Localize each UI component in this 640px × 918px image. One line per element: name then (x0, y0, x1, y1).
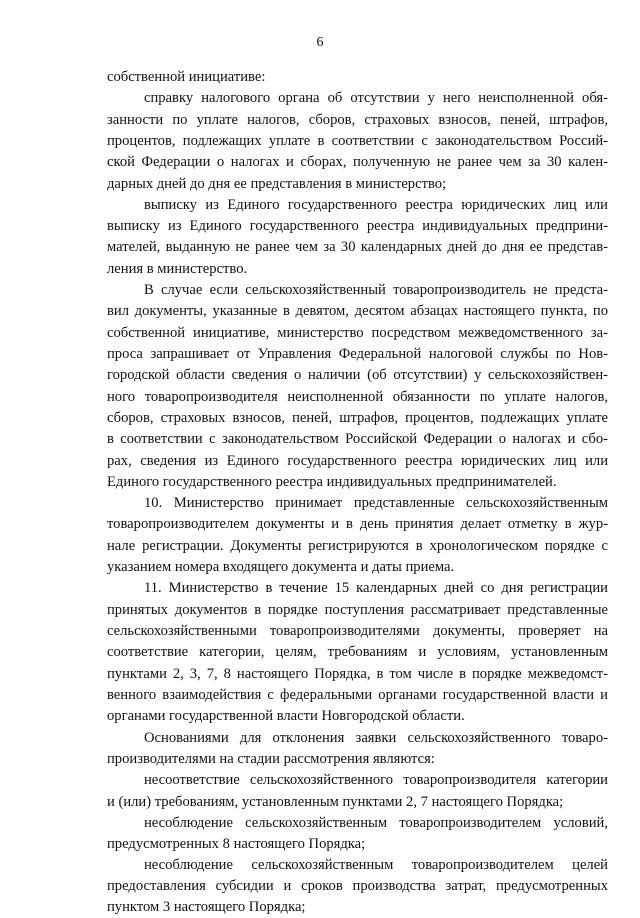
text-line: соответствие категории, целям, требованиям и условиям, установленным (107, 644, 608, 660)
text-line: пунктами 2, 3, 7, 8 настоящего Порядка, в том числе в порядке межведомст- (107, 666, 608, 682)
text-line: городской области сведения о наличии (об отсутствии) у сельскохозяйствен- (107, 367, 608, 383)
text-line: ской Федерации о налогах и сборах, полученную не ранее чем за 30 кален- (107, 154, 608, 170)
text-line: выписку из Единого государственного реестра индивидуальных предприни- (107, 218, 608, 234)
page-number: 6 (316, 35, 324, 50)
text-line: В случае если сельскохозяйственный товаропроизводитель не предста- (144, 282, 608, 298)
text-line: предоставления субсидии и сроков производства затрат, предусмотренных (107, 878, 608, 894)
text-line: собственной инициативе, министерство посредством межведомственного за- (107, 325, 608, 341)
text-line: сборов, страховых взносов, пеней, штрафов, процентов, подлежащих уплате (107, 410, 608, 426)
text-line: и (или) требованиям, установленным пунктами 2, 7 настоящего Порядка; (107, 794, 564, 810)
text-line: рах, сведения из Единого государственного реестра юридических лиц или (107, 453, 608, 469)
text-line: Основаниями для отклонения заявки сельскохозяйственного товаро- (144, 730, 608, 746)
text-line: занности по уплате налогов, сборов, страховых взносов, пеней, штрафов, (107, 112, 608, 128)
text-line: несоблюдение сельскохозяйственным товаропроизводителем условий, (144, 815, 608, 831)
text-line: в соответствии с законодательством Российской Федерации о налогах и сбо- (107, 431, 608, 447)
text-line: ления в министерство. (107, 261, 248, 277)
text-line: мателей, выданную не ранее чем за 30 календарных дней до дня ее представ- (107, 239, 608, 255)
text-line: производителями на стадии рассмотрения являются: (107, 751, 435, 767)
text-line: 10. Министерство принимает представленные сельскохозяйственным (144, 495, 608, 511)
text-line: нале регистрации. Документы регистрируются в хронологическом порядке с (107, 538, 608, 554)
text-line: 11. Министерство в течение 15 календарных дней со дня регистрации (144, 580, 608, 596)
text-line: ного товаропроизводителя неисполненной обязанности по уплате налогов, (107, 389, 608, 405)
text-line: указанием номера входящего документа и даты приема. (107, 559, 455, 575)
text-line: предусмотренных 8 настоящего Порядка; (107, 836, 366, 852)
text-line: несоответствие сельскохозяйственного товаропроизводителя категории (144, 772, 608, 788)
text-line: справку налогового органа об отсутствии у него неисполненной обя- (144, 90, 608, 106)
text-line: органами государственной власти Новгородской области. (107, 708, 465, 724)
text-line: товаропроизводителем документы и в день принятия делает отметку в жур- (107, 516, 608, 532)
text-line: Единого государственного реестра индивидуальных предпринимателей. (107, 474, 557, 490)
text-line: несоблюдение сельскохозяйственным товаропроизводителем целей (144, 857, 608, 873)
text-line: выписку из Единого государственного реестра юридических лиц или (144, 197, 608, 213)
text-line: сельскохозяйственными товаропроизводителями документы, проверяет на (107, 623, 608, 639)
text-line: собственной инициативе: (107, 69, 266, 85)
text-line: венного взаимодействия с федеральными органами государственной власти и (107, 687, 608, 703)
text-line: проса запрашивает от Управления Федеральной налоговой службы по Нов- (107, 346, 608, 362)
text-line: пунктом 3 настоящего Порядка; (107, 899, 306, 915)
text-line: процентов, подлежащих уплате в соответствии с законодательством Россий- (107, 133, 608, 149)
text-line: вил документы, указанные в девятом, десятом абзацах настоящего пункта, по (107, 303, 608, 319)
text-line: дарных дней до дня ее представления в министерство; (107, 176, 447, 192)
text-line: принятых документов в порядке поступления рассматривает представленные (107, 602, 608, 618)
